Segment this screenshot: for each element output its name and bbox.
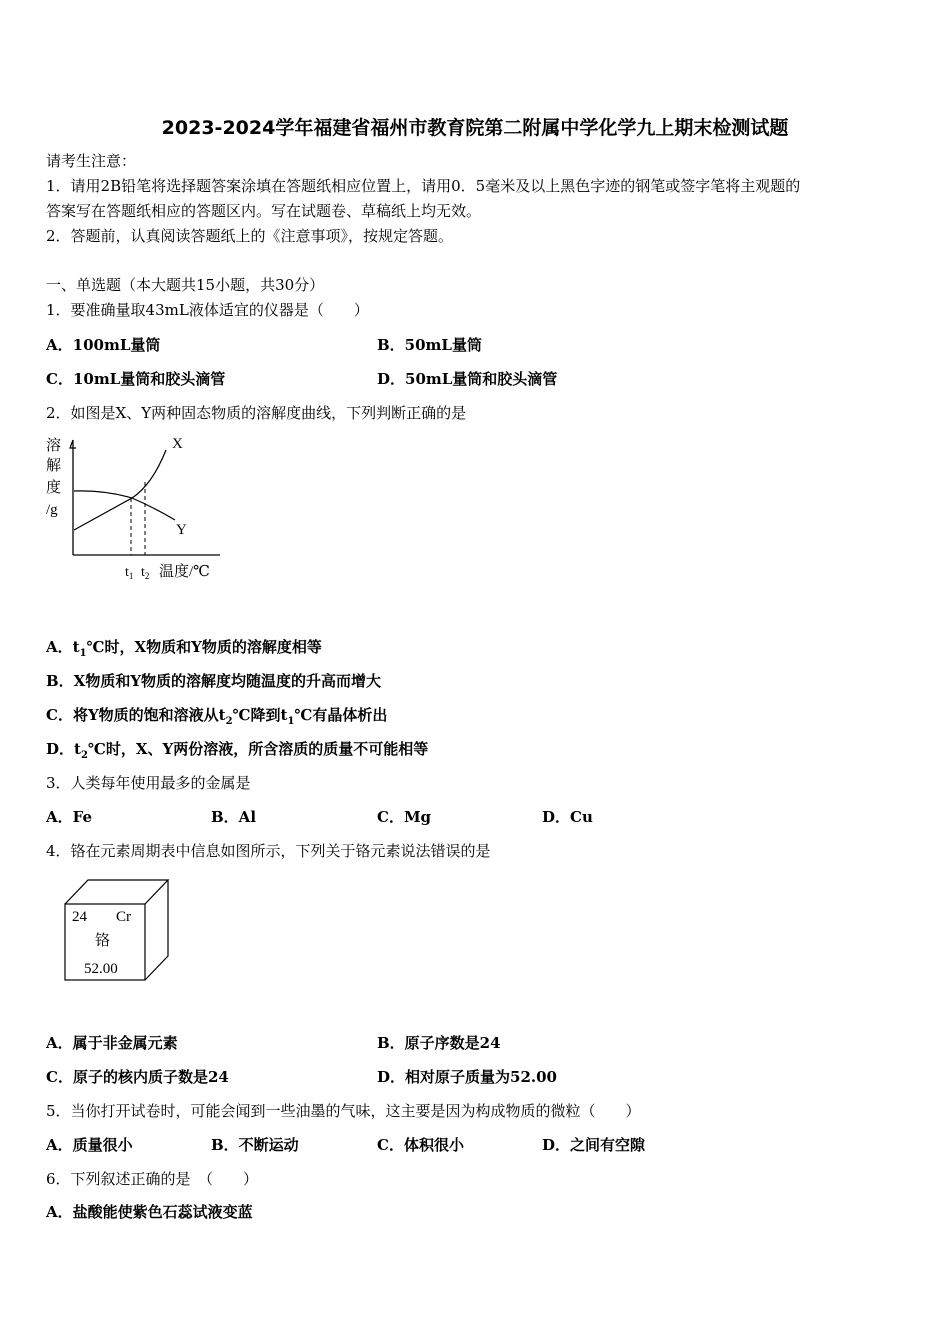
q4-option-d: D．相对原子质量为52.00: [377, 1068, 557, 1086]
q1-stem: 1．要准确量取43mL液体适宜的仪器是（ ）: [46, 301, 369, 319]
notice-line-2: 答案写在答题纸相应的答题区内。写在试题卷、草稿纸上均无效。: [46, 202, 482, 220]
chart-ylabel-2: 解: [46, 458, 62, 474]
atomic-number: 24: [72, 909, 87, 925]
curve-x: [74, 450, 166, 530]
q1-option-c: C．10mL量筒和胶头滴管: [46, 370, 226, 388]
q5-option-c: C．体积很小: [377, 1136, 464, 1154]
notice-heading: 请考生注意：: [46, 152, 137, 170]
notice-line-3: 2．答题前，认真阅读答题纸上的《注意事项》，按规定答题。: [46, 227, 454, 245]
tick-t1: $t_1$: [125, 565, 134, 581]
chart-ylabel-1: 溶: [46, 438, 62, 454]
q3-option-a: A．Fe: [46, 808, 93, 826]
page-title: 2023-2024学年福建省福州市教育院第二附属中学化学九上期末检测试题: [161, 117, 789, 139]
curve-y: [74, 491, 175, 520]
q4-option-a: A．属于非金属元素: [46, 1034, 178, 1052]
q5-option-a: A．质量很小: [46, 1136, 133, 1154]
q5-stem: 5．当你打开试卷时，可能会闻到一些油墨的气味，这主要是因为构成物质的微粒（ ）: [46, 1102, 641, 1120]
q1-option-a: A．100mL量筒: [46, 336, 161, 354]
chart-ylabel-4: /g: [46, 502, 58, 518]
q5-option-b: B．不断运动: [211, 1136, 299, 1154]
q2-option-b: B．X物质和Y物质的溶解度均随温度的升高而增大: [46, 672, 382, 690]
section-heading: 一、单选题（本大题共15小题，共30分）: [46, 276, 325, 294]
q4-option-c: C．原子的核内质子数是24: [46, 1068, 229, 1086]
q2-option-d: D．$t_2℃$时，X、Y两份溶液，所含溶质的质量不可能相等: [46, 740, 429, 761]
atomic-mass: 52.00: [84, 961, 118, 977]
element-cell-chromium: [60, 876, 175, 986]
q4-stem: 4．铬在元素周期表中信息如图所示，下列关于铬元素说法错误的是: [46, 842, 491, 860]
element-symbol: Cr: [116, 909, 131, 925]
q2-option-c: C．将Y物质的饱和溶液从$t_2℃$降到$t_1℃$有晶体析出: [46, 706, 388, 727]
element-name: 铬: [95, 933, 111, 949]
solubility-chart: [40, 430, 230, 590]
q1-option-b: B．50mL量筒: [377, 336, 482, 354]
q3-stem: 3．人类每年使用最多的金属是: [46, 774, 251, 792]
q2-stem: 2．如图是X、Y两种固态物质的溶解度曲线，下列判断正确的是: [46, 404, 467, 422]
q6-stem: 6．下列叙述正确的是 （ ）: [46, 1170, 259, 1188]
q2-option-a: A．$t_1℃$时，X物质和Y物质的溶解度相等: [46, 638, 322, 659]
label-x: X: [172, 436, 183, 452]
q3-option-b: B．Al: [211, 808, 257, 826]
chart-ylabel-3: 度: [46, 480, 62, 496]
q4-option-b: B．原子序数是24: [377, 1034, 501, 1052]
q1-option-d: D．50mL量筒和胶头滴管: [377, 370, 558, 388]
chart-xlabel: 温度/℃: [159, 564, 210, 580]
tick-t2: $t_2$: [141, 565, 150, 581]
q3-option-c: C．Mg: [377, 808, 432, 826]
q6-option-a: A．盐酸能使紫色石蕊试液变蓝: [46, 1203, 253, 1221]
notice-line-1: 1．请用2B铅笔将选择题答案涂填在答题纸相应位置上，请用0．5毫米及以上黑色字迹的钢笔或签字笔将主观题的: [46, 177, 801, 195]
q5-option-d: D．之间有空隙: [542, 1136, 646, 1154]
label-y: Y: [176, 522, 187, 538]
q3-option-d: D．Cu: [542, 808, 593, 826]
